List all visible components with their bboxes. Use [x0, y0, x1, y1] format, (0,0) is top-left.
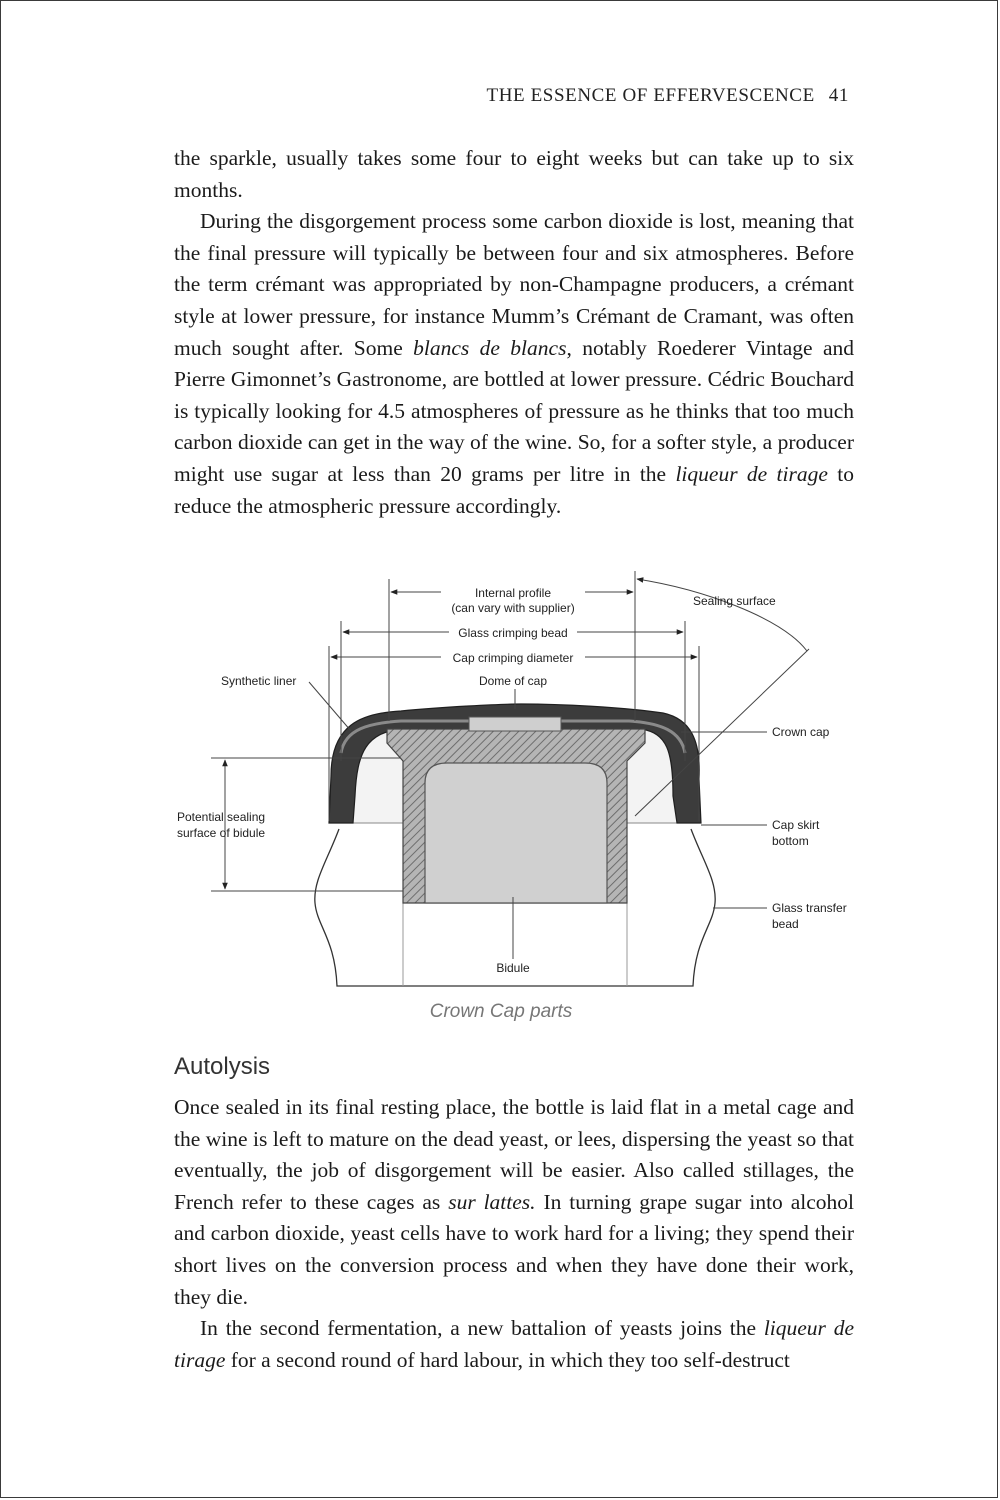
label-crown-cap: Crown cap [772, 725, 830, 739]
text-run: In the second fermentation, a new battalion of yeasts joins the [200, 1316, 764, 1341]
italic-term: blancs de blancs [413, 335, 567, 360]
paragraph-continued: the sparkle, usually takes some four to eight weeks but can take up to six months. [174, 146, 854, 202]
italic-term: sur lattes. [448, 1189, 536, 1214]
label-internal-profile: Internal profile [474, 586, 552, 600]
paragraph-second-fermentation [174, 1313, 854, 1376]
label-cap-crimping-diameter: Cap crimping diameter [452, 651, 574, 665]
label-dome-of-cap: Dome of cap [478, 674, 548, 688]
paragraph-autolysis [174, 1092, 854, 1313]
italic-term: liqueur de tirage [675, 461, 828, 486]
figure-caption: Crown Cap parts [429, 1001, 573, 1022]
page-number: 41 [828, 85, 849, 106]
label-sealing-surface: Sealing surface [693, 594, 776, 608]
text-run: During the disgorgement process some carbon dioxide is lost, meaning that the final pressure will typically be between four and six atmospheres. Before the term crémant was appropriated by non-Champagne producers, a crémant style at lower pressure, for instance Mumm’s Crémant de Cramant, was often much sought after. Some [174, 209, 854, 360]
label-potential-sealing-1: Potential sealing [177, 810, 266, 824]
body-text-bottom [174, 1092, 854, 1376]
label-internal-profile-note: (can vary with supplier) [451, 601, 575, 615]
label-cap-skirt-2: bottom [772, 834, 809, 848]
text-run: for a second round of hard labour, in which they too self-destruct [225, 1347, 790, 1372]
bidule-dome [469, 717, 561, 731]
text-run: , notably Roederer Vintage and Pierre Gimonnet’s Gastronome, are bottled at lower pressure. Cédric Bouchard is typically looking for 4.5 atmospheres of pressure as he thinks that too much carbon dioxide can get in the way of the wine. So, for a softer style, a producer might use sugar at less than 20 grams per litre in the [174, 335, 855, 486]
text-run: In turning grape sugar into alcohol and carbon dioxide, yeast cells have to work hard for a living; they spend their short lives on the conversion process and when they have done their work, they die. [174, 1189, 854, 1309]
italic-term: liqueur de tirage [174, 1316, 854, 1372]
crown-cap-diagram [171, 569, 861, 989]
label-cap-skirt-1: Cap skirt [772, 818, 820, 832]
running-head-title: THE ESSENCE OF EFFERVESCENCE [486, 85, 815, 106]
label-glass-transfer-2: bead [772, 917, 799, 931]
label-synthetic-liner: Synthetic liner [221, 674, 297, 688]
section-heading: Autolysis [174, 1053, 271, 1080]
text-run: to reduce the atmospheric pressure accordingly. [174, 461, 854, 518]
paragraph-disgorgement [174, 206, 854, 522]
label-glass-transfer-1: Glass transfer [772, 901, 847, 915]
text-run: Once sealed in its final resting place, the bottle is laid flat in a metal cage and the wine is left to mature on the dead yeast, or lees, dispersing the yeast so that eventually, the job of disgorgement will be easier. Also called stillages, the French refer to these cages as [174, 1095, 854, 1214]
body-text-top [174, 143, 854, 522]
label-glass-crimping-bead: Glass crimping bead [458, 626, 568, 640]
label-bidule: Bidule [496, 961, 530, 975]
label-potential-sealing-2: surface of bidule [177, 826, 266, 840]
running-head [487, 85, 850, 107]
bidule-core [425, 763, 607, 903]
